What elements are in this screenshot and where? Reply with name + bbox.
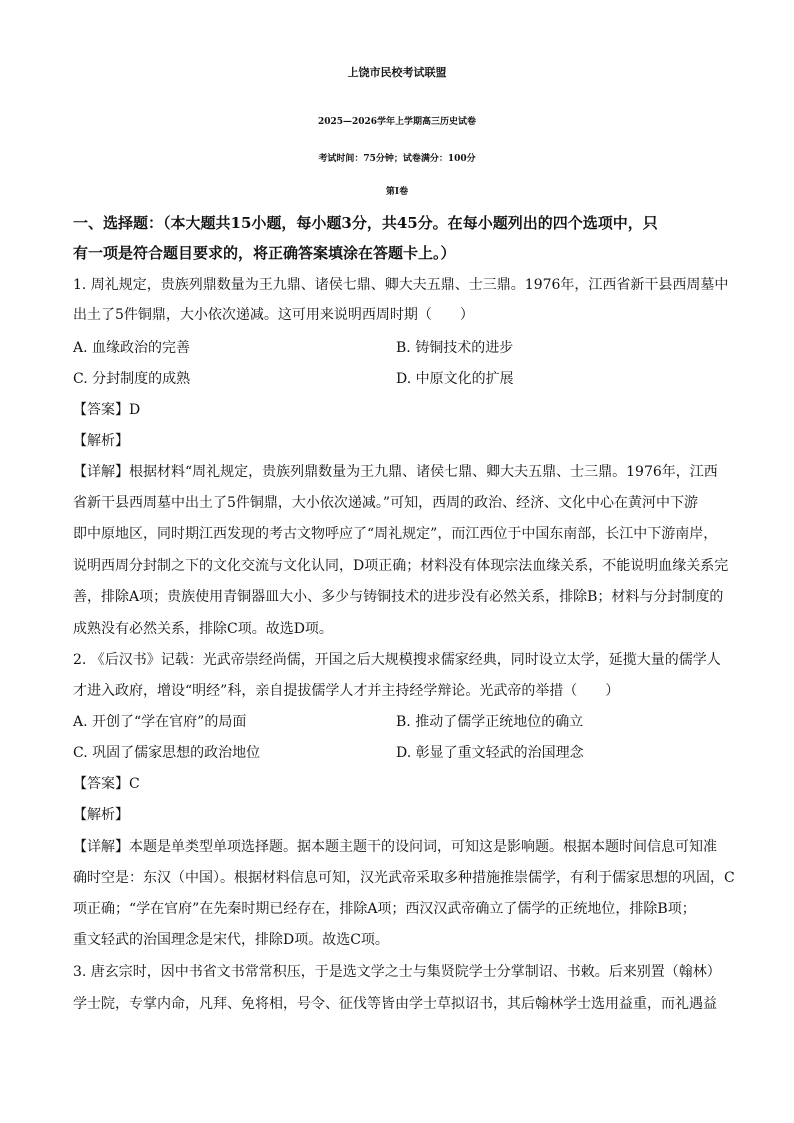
q1-analysis-label: 【解析】 [73, 433, 129, 449]
q2-option-c: C. 巩固了儒家思想的政治地位 [73, 745, 261, 761]
q3-stem-line1: 3. 唐玄宗时，因中书省文书常常积压，于是选文学之士与集贤院学士分掌制诏、书敕。后来别置（翰林） [73, 964, 721, 980]
q1-detail-line3: 即中原地区，同时期江西发现的考古文物呼应了“周礼规定”，而江西位于中国东南部，长江中下游南岸， [73, 526, 718, 542]
q1-option-a: A. 血缘政治的完善 [73, 340, 191, 356]
q1-detail-line6: 成熟没有必然关系，排除C项。故选D项。 [73, 621, 333, 637]
q2-detail-line4: 重文轻武的治国理念是宋代，排除D项。故选C项。 [73, 932, 389, 948]
q2-stem-line2: 才进入政府，增设“明经”科，亲自提拔儒学人才并主持经学辩论。光武帝的举措（ ） [73, 683, 620, 699]
q2-analysis-label: 【解析】 [73, 807, 129, 823]
q1-option-c: C. 分封制度的成熟 [73, 371, 191, 387]
q2-option-b: B. 推动了儒学正统地位的确立 [396, 714, 584, 730]
q1-detail-line1: 【详解】根据材料“周礼规定，贵族列鼎数量为王九鼎、诸侯七鼎、卿大夫五鼎、士三鼎。1976年，江西 [73, 464, 718, 480]
q3-stem-line2: 学士院，专掌内命，凡拜、免将相，号令、征伐等皆由学士草拟诏书，其后翰林学士选用益重，而礼遇益 [73, 996, 717, 1012]
q2-answer: 【答案】C [73, 776, 140, 792]
section-instructions-line2: 有一项是符合题目要求的，将正确答案填涂在答题卡上。） [73, 244, 456, 262]
exam-info: 考试时间：75分钟；试卷满分：100分 [318, 154, 476, 164]
q2-detail-line3: 项正确；“学在官府”在先秦时期已经存在，排除A项；西汉汉武帝确立了儒学的正统地位，排除B项； [73, 901, 696, 917]
exam-subtitle: 2025—2026学年上学期高三历史试卷 [317, 117, 477, 127]
q1-detail-line4: 说明西周分封制之下的文化交流与文化认同，D项正确；材料没有体现宗法血缘关系，不能说明血缘关系完 [73, 558, 729, 574]
q1-detail-line5: 善，排除A项；贵族使用青铜器皿大小、多少与铸铜技术的进步没有必然关系，排除B；材料与分封制度的 [73, 589, 724, 605]
q2-option-a: A. 开创了“学在官府”的局面 [73, 714, 247, 730]
q2-detail-line1: 【详解】本题是单类型单项选择题。据本题主题干的设问词，可知这是影响题。根据本题时间信息可知准 [73, 839, 717, 855]
q1-option-d: D. 中原文化的扩展 [396, 371, 514, 387]
section-instructions-line1: 一、选择题：（本大题共15小题，每小题3分，共45分。在每小题列出的四个选项中，只 [73, 214, 658, 232]
exam-title: 上饶市民校考试联盟 [347, 66, 447, 79]
q2-detail-line2: 确时空是：东汉（中国）。根据材料信息可知，汉光武帝采取多种措施推崇儒学，有利于儒家思想的巩固，C [73, 870, 735, 886]
q1-stem-line2: 出土了5件铜鼎，大小依次递减。这可用来说明西周时期（ ） [73, 307, 474, 323]
q1-answer: 【答案】D [73, 402, 141, 418]
volume-label: 第Ⅰ卷 [385, 187, 409, 197]
q1-stem-line1: 1. 周礼规定，贵族列鼎数量为王九鼎、诸侯七鼎、卿大夫五鼎、士三鼎。1976年，江西省新干县西周墓中 [73, 277, 729, 293]
q2-option-d: D. 彰显了重文轻武的治国理念 [396, 745, 584, 761]
q1-detail-line2: 省新干县西周墓中出土了5件铜鼎，大小依次递减。”可知，西周的政治、经济、文化中心在黄河中下游 [73, 495, 699, 511]
q1-option-b: B. 铸铜技术的进步 [396, 340, 514, 356]
q2-stem-line1: 2. 《后汉书》记载：光武帝崇经尚儒，开国之后大规模搜求儒家经典，同时设立太学，延揽大量的儒学人 [73, 652, 721, 668]
